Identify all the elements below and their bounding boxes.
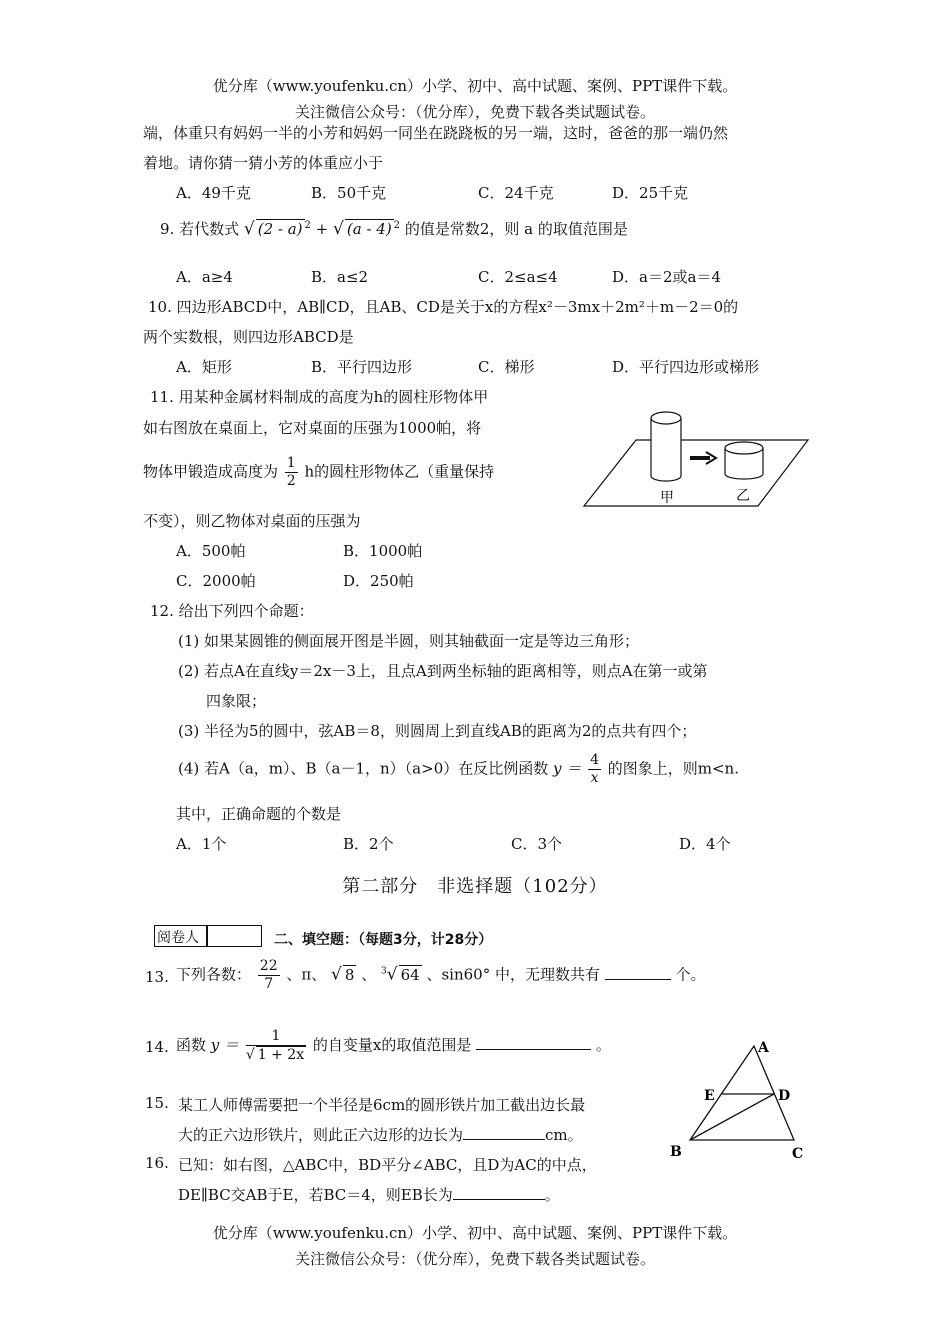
q12-proposition-2a: (2) 若点A在直线y＝2x－3上，且点A到两坐标轴的距离相等，则点A在第一或第 [178,662,708,680]
q11-option-c: C．2000帕 [176,572,256,590]
q16-num: 16. [145,1154,169,1172]
footer-line-2: 关注微信公众号：（优分库），免费下载各类试题试卷。 [294,1250,655,1268]
q9-option-a: A．a≥4 [176,268,233,286]
label-e: E [704,1088,715,1104]
q12-frac-den: x [590,770,599,786]
q9-option-d: D．a＝2或a＝4 [612,268,721,286]
q11-fraction [285,455,298,490]
q13-cbrt64: 64 [400,965,420,984]
q13-body: 下列各数： $\frac{22}{7}$ 、π、 √ 8 、 $^3$√ 64 、sin60° 中，无理数共有 个。 [176,958,706,992]
q14-frac-num: 1 [246,1028,306,1046]
q14-frac-den: 1 + 2x [257,1047,305,1063]
q10-option-b: B．平行四边形 [311,358,413,376]
q15-answer-blank[interactable] [463,1139,545,1140]
q10-line-2: 两个实数根，则四边形ABCD是 [143,328,354,346]
label-yi: 乙 [736,488,750,504]
section2-title: 二、填空题：（每题3分，计28分） [274,932,493,948]
q16-line-2-text: DE∥BC交AB于E，若BC＝4，则EB长为 [178,1186,453,1204]
label-d: D [778,1088,791,1104]
q9-plus: + [315,220,329,238]
q12-proposition-4 [178,752,739,787]
q12-proposition-2b: 四象限； [206,692,267,710]
q10-line-1: 10. 四边形ABCD中，AB∥CD，且AB、CD是关于x的方程x²－3mx＋2m²＋m－2＝0的 [148,298,739,316]
q10-option-c: C．梯形 [478,358,535,376]
q12-fraction [588,752,601,787]
label-c: C [792,1146,804,1162]
grader-label: 阅卷人 [157,930,199,946]
q13-prefix: 下列各数： [176,965,252,984]
q10-option-a: A．矩形 [176,358,232,376]
q11-line-4: 不变），则乙物体对桌面的压强为 [143,512,361,530]
q14-num: 14. [145,1038,169,1056]
q11-option-a: A．500帕 [176,542,246,560]
q14-tail: 。 [595,1036,611,1054]
q14-suffix: 的自变量x的取值范围是 [312,1036,472,1054]
q8-line-2: 着地。请你猜一猜小芳的体重应小于 [143,154,384,172]
q9-radicand-1: (2 - a) [257,220,303,238]
q14-body [176,1028,611,1064]
q13-sep1: 、π、 [286,965,327,984]
q9-radicand-2: (a - 4) [346,220,392,238]
q16-answer-blank[interactable] [453,1199,545,1200]
q9-option-b: B．a≤2 [311,268,369,286]
q12-proposition-3: (3) 半径为5的圆中，弦AB＝8，则圆周上到直线AB的距离为2的点共有四个； [178,722,697,740]
cylinder-jia [651,412,681,481]
q13-num: 13. [145,968,169,986]
q12-option-b: B．2个 [343,835,394,853]
q13-sep2: 、 [361,965,377,984]
grader-input-cell[interactable] [206,925,262,947]
q11-line-3a: 物体甲锻造成高度为 [143,462,279,481]
q12-proposition-1: (1) 如果某圆锥的侧面展开图是半圆，则其轴截面一定是等边三角形； [178,632,640,650]
q11-option-b: B．1000帕 [343,542,423,560]
q9-stem: 9. 若代数式 √ (2 - a) $^2$ + √ (a - 4) $^2$ 的值是常数2，则 a 的取值范围是 [160,219,628,239]
q14-answer-blank[interactable] [476,1049,591,1050]
q15-line-2 [178,1124,583,1145]
q12-option-c: C．3个 [511,835,563,853]
q9-suffix: 的值是常数2，则 a 的取值范围是 [404,220,628,238]
q16-triangle-figure [668,1036,818,1164]
q13-answer-blank[interactable] [605,979,671,980]
q13-fraction [258,958,280,993]
q12-stem: 12. 给出下列四个命题： [150,602,314,620]
q13-tail: 个。 [675,965,706,984]
q12-frac-num: 4 [590,752,599,768]
header-line-1: 优分库（www.youfenku.cn）小学、初中、高中试题、案例、PPT课件下载。 [212,77,738,95]
arrow-right-icon [690,452,716,464]
table-surface [584,440,808,506]
q11-cylinder-figure [580,400,812,512]
q8-option-a: A．49千克 [176,184,251,202]
grader-label-cell [154,925,208,947]
q11-line-1: 11. 用某种金属材料制成的高度为h的圆柱形物体甲 [150,388,489,406]
q12-p4b: 的图象上，则m<n. [607,759,739,778]
q12-ask: 其中，正确命题的个数是 [176,805,342,823]
q11-line-3 [143,455,494,490]
q11-line-2: 如右图放在桌面上，它对桌面的压强为1000帕，将 [143,419,482,437]
q12-option-d: D．4个 [679,835,731,853]
q10-option-d: D．平行四边形或梯形 [612,358,760,376]
q12-option-a: A．1个 [176,835,227,853]
segment-bd [690,1094,774,1140]
q14-fraction: $\frac{1}{√ 1 + 2x}$ [245,1028,305,1063]
q13-suffix: 、sin60° 中，无理数共有 [426,965,600,984]
q8-option-c: C．24千克 [478,184,554,202]
q16-line-1: 已知：如右图，△ABC中，BD平分∠ABC，且D为AC的中点， [178,1156,597,1174]
q9-exp-2: 2 [393,220,401,231]
q11-line-3b: h的圆柱形物体乙（重量保持 [304,462,495,481]
q9-option-c: C．2≤a≤4 [478,268,558,286]
cylinder-yi [725,442,763,479]
q14-y: y ＝ [210,1036,240,1054]
q12-p4a: (4) 若A（a，m）、B（a－1，n）（a>0）在反比例函数 [178,759,549,778]
q8-option-b: B．50千克 [311,184,387,202]
q9-exp-1: 2 [304,220,311,231]
label-a: A [758,1040,769,1056]
header-line-2: 关注微信公众号：（优分库），免费下载各类试题试卷。 [294,103,655,121]
q13-frac-den: 7 [264,976,274,992]
q9-prefix: 9. 若代数式 [160,220,240,238]
footer-line-1: 优分库（www.youfenku.cn）小学、初中、高中试题、案例、PPT课件下载。 [212,1224,738,1242]
q8-option-d: D．25千克 [612,184,689,202]
q16-tail: 。 [544,1186,560,1204]
q11-frac-den: 2 [286,473,296,489]
q15-num: 15. [145,1094,169,1112]
q12-p4y: y ＝ [553,759,582,778]
q13-sqrt8: 8 [344,965,355,984]
q16-line-2 [178,1184,560,1205]
q14-prefix: 函数 [176,1036,207,1054]
label-jia: 甲 [660,490,674,506]
q8-line-1: 端，体重只有妈妈一半的小芳和妈妈一同坐在跷跷板的另一端，这时，爸爸的那一端仍然 [143,124,729,142]
q11-frac-num: 1 [286,455,296,471]
q13-cbrt-index: 3 [381,966,387,977]
part2-title: 第二部分 非选择题（102分） [342,876,608,897]
q11-option-d: D．250帕 [343,572,414,590]
q13-frac-num: 22 [259,958,278,974]
q15-line-2-text: 大的正六边形铁片，则此正六边形的边长为 [178,1126,464,1144]
q15-line-1: 某工人师傅需要把一个半径是6cm的圆形铁片加工截出边长最 [178,1096,586,1114]
label-b: B [670,1144,682,1160]
q15-tail: cm。 [545,1126,583,1144]
